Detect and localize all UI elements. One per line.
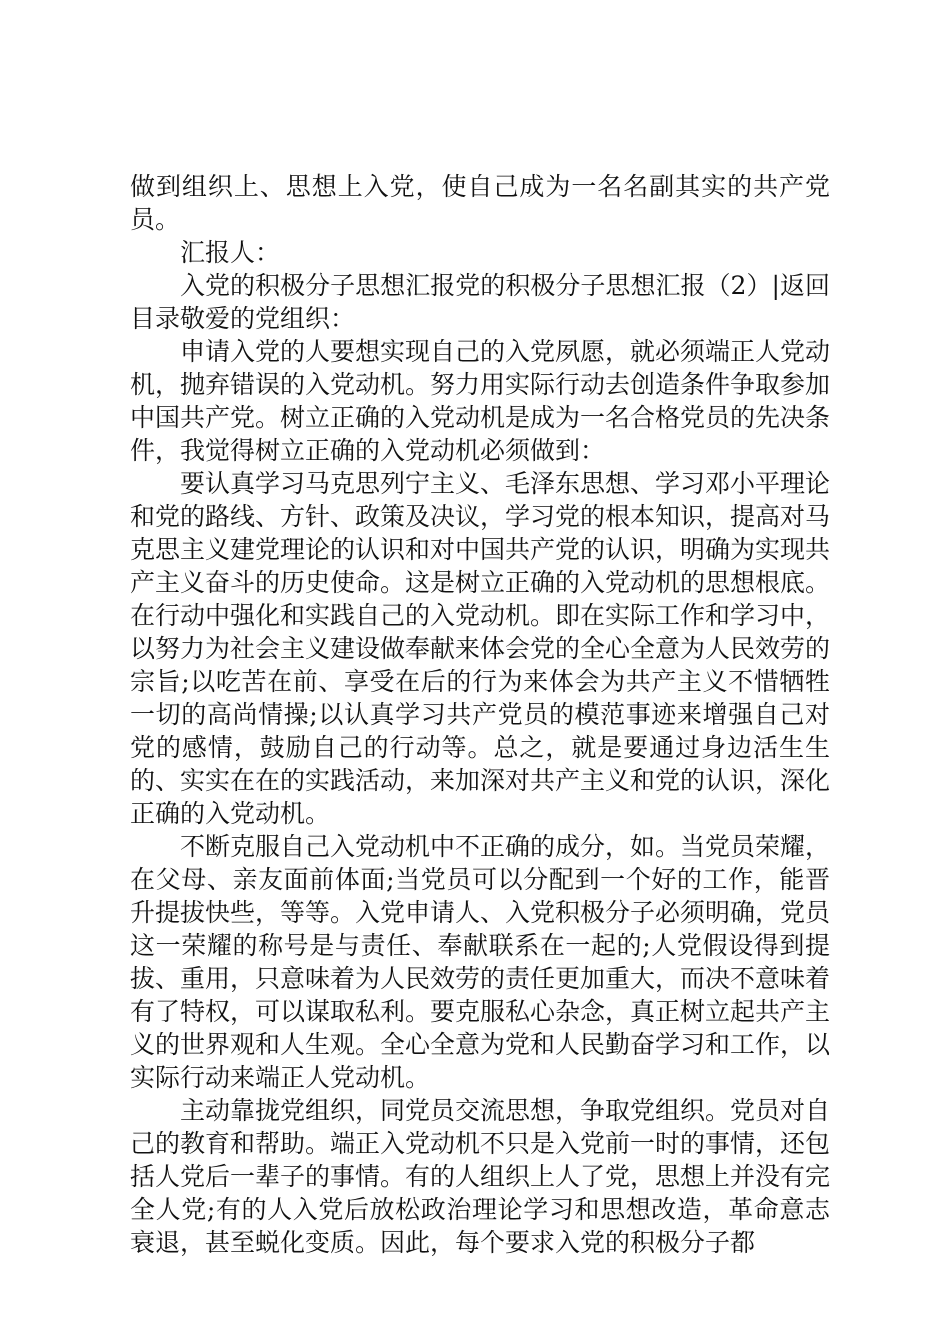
paragraph: 要认真学习马克思列宁主义、毛泽东思想、学习邓小平理论和党的路线、方针、政策及决议，学习党的根本知识，提高对马克思主义建党理论的认识和对中国共产党的认识，明确为实现共产主义奋斗的历史使命。这是树立正确的入党动机的思想根底。在行动中强化和实践自己的入党动机。即在实际工作和学习中，以努力为社会主义建设做奉献来体会党的全心全意为人民效劳的宗旨;以吃苦在前、享受在后的行为来体会为共产主义不惜牺牲一切的高尚情操;以认真学习共产党员的模范事迹来增强自己对党的感情，鼓励自己的行动等。总之，就是要通过身边活生生的、实实在在的实践活动，来加深对共产主义和党的认识，深化正确的入党动机。 [130, 469, 831, 828]
paragraph-reporter: 汇报人： [180, 238, 281, 267]
document-page [130, 170, 830, 1259]
paragraph: 申请入党的人要想实现自己的入党夙愿，就必须端正人党动机，抛弃错误的入党动机。努力用实际行动去创造条件争取参加中国共产党。树立正确的入党动机是成为一名合格党员的先决条件，我觉得树立正确的入党动机必须做到： [130, 337, 831, 465]
paragraph: 主动靠拢党组织，同党员交流思想，争取党组织。党员对自己的教育和帮助。端正入党动机不只是入党前一时的事情，还包括人党后一辈子的事情。有的人组织上人了党，思想上并没有完全人党;有的人入党后放松政治理论学习和思想改造，革命意志衰退，甚至蜕化变质。因此，每个要求入党的积极分子都 [130, 1096, 831, 1257]
paragraph-heading: 入党的积极分子思想汇报党的积极分子思想汇报（2）|返回目录敬爱的党组织： [130, 271, 830, 333]
paragraph-continuation: 做到组织上、思想上入党，使自己成为一名名副其实的共产党员。 [130, 172, 830, 234]
paragraph: 不断克服自己入党动机中不正确的成分，如。当党员荣耀，在父母、亲友面前体面;当党员可以分配到一个好的工作，能晋升提拔快些，等等。入党申请人、入党积极分子必须明确，党员这一荣耀的称号是与责任、奉献联系在一起的;人党假设得到提拔、重用，只意味着为人民效劳的责任更加重大，而决不意味着有了特权，可以谋取私利。要克服私心杂念，真正树立起共产主义的世界观和人生观。全心全意为党和人民勤奋学习和工作，以实际行动来端正人党动机。 [130, 832, 831, 1092]
